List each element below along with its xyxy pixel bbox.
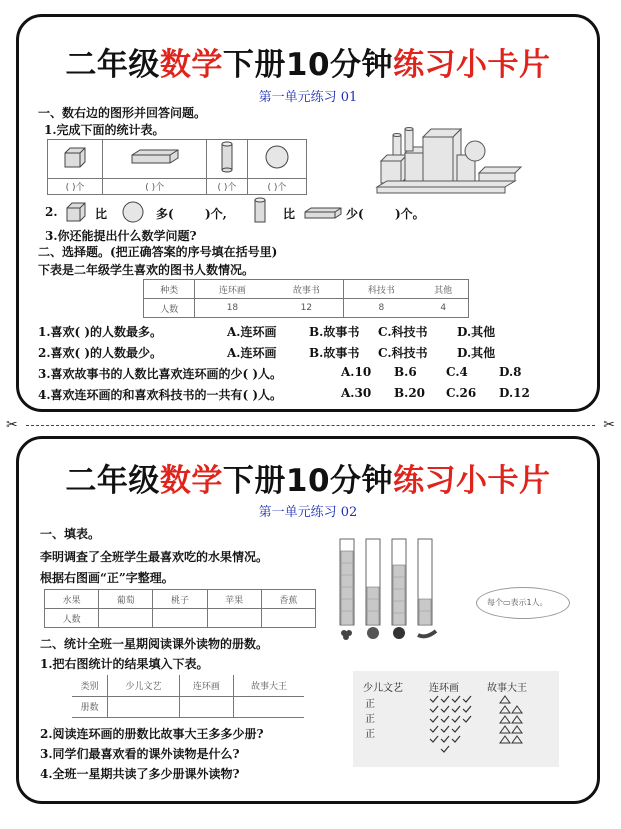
section-heading: 一、填表。 [40, 527, 101, 541]
blank-cell[interactable] [233, 696, 304, 717]
scissors-icon: ✂ [603, 417, 615, 433]
header-cell: 连环画 [195, 280, 269, 299]
practice-card-2 [16, 436, 600, 804]
row-label: 人数 [144, 299, 195, 318]
option[interactable]: C.科技书 [378, 346, 428, 360]
question-2: 2.阅读连环画的册数比故事大王多多少册? [40, 727, 264, 741]
intro-line: 李明调查了全班学生最喜欢吃的水果情况。 [40, 550, 269, 564]
shape-count-table [47, 139, 307, 195]
section-heading: 一、数右边的图形并回答问题。 [38, 106, 207, 120]
reading-table [72, 675, 304, 718]
option[interactable]: C.科技书 [378, 325, 428, 339]
header-cell: 香蕉 [261, 590, 315, 609]
sphere-cell [247, 140, 306, 179]
fruit-table [44, 589, 316, 628]
cylinder-cell [207, 140, 248, 179]
scissors-icon: ✂ [6, 417, 18, 433]
option[interactable]: D.其他 [457, 325, 496, 339]
header-cell: 葡萄 [99, 590, 153, 609]
blank-cell[interactable] [99, 609, 153, 628]
row-label: 人数 [45, 609, 99, 628]
card-title: 二年级数学下册10分钟练习小卡片 [65, 463, 551, 499]
header-cell: 科技书 [344, 280, 418, 299]
option[interactable]: D.12 [499, 386, 530, 400]
header-cell: 水果 [45, 590, 99, 609]
legend-bubble [476, 587, 570, 619]
tally-mark: 正 [365, 729, 375, 740]
cuboid-icon [130, 148, 180, 166]
question-1: 1.完成下面的统计表。 [44, 123, 165, 137]
cylinder-count[interactable]: ( )个 [207, 178, 248, 194]
cuboid-cell [103, 140, 207, 179]
option[interactable]: C.26 [446, 386, 477, 400]
intro-line: 根据右图画“正”字整理。 [40, 571, 174, 585]
value-cell: 12 [269, 299, 343, 318]
question-1: 1.把右图统计的结果填入下表。 [40, 657, 209, 671]
option[interactable]: A.连环画 [227, 325, 277, 339]
tally-header: 连环画 [429, 683, 459, 694]
fruit-icons [341, 627, 436, 640]
value-cell: 4 [418, 299, 468, 318]
triangle-tally [499, 695, 525, 745]
cylinder-icon [253, 197, 267, 225]
header-cell: 苹果 [207, 590, 261, 609]
card-subtitle: 第一单元练习 02 [258, 505, 358, 520]
option[interactable]: A.10 [341, 365, 372, 379]
card-title: 二年级数学下册10分钟练习小卡片 [65, 47, 551, 83]
sphere-icon [121, 200, 145, 224]
blank-cell[interactable] [153, 609, 207, 628]
card-subtitle: 第一单元练习 01 [258, 90, 358, 105]
cube-icon [65, 201, 87, 223]
tally-mark: 正 [365, 699, 375, 710]
practice-card-1: 二年级数学下册10分钟练习小卡片 第一单元练习 01 一、数右边的图形并回答问题。 1.完成下面的统计表。 ( )个 ( )个 ( )个 ( )个 2. 比 多( )个, 比 少( )个。 3.你还能提出什么数学问题? 二、选择题。(把正确答案的序号填在括号里) 下表是二年级学生喜欢的图书人数情况。 种类 连环画 故事书 科技书 其他 人数 18 12 8 4 1.喜欢( )的人数最多。 A.连环画 B.故事书 C.科技书 D.其他 2.喜欢( )的人数最少。 A.连环画 B.故事书 C.科技书 D.其他 3.喜欢故事书的人数比喜欢连环画的少( )人。 A.10 B.6 C.4 D.8 4.喜欢连环画的和喜欢科技书的一共有( )人。 A.30 B.20 C.26 D.12 [16, 14, 600, 412]
blank-cell[interactable] [179, 696, 233, 717]
checkmark-tally [429, 695, 473, 757]
blank-cell[interactable] [207, 609, 261, 628]
section-heading: 二、统计全班一星期阅读课外读物的册数。 [40, 637, 269, 651]
cube-icon [62, 145, 88, 169]
table-intro: 下表是二年级学生喜欢的图书人数情况。 [38, 263, 255, 277]
cuboid-icon [303, 206, 343, 220]
header-cell: 故事大王 [233, 675, 304, 696]
stacked-shapes-illustration [375, 121, 525, 197]
header-cell: 连环画 [179, 675, 233, 696]
cut-line [0, 417, 621, 433]
option[interactable]: D.其他 [457, 346, 496, 360]
sphere-icon [263, 143, 291, 171]
question-3: 3.同学们最喜欢看的课外读物是什么? [40, 747, 240, 761]
value-cell: 18 [195, 299, 269, 318]
cylinder-icon [219, 141, 235, 173]
row-label: 册数 [72, 696, 108, 717]
option[interactable]: B.故事书 [309, 325, 360, 339]
option[interactable]: B.6 [394, 365, 417, 379]
header-cell: 类别 [72, 675, 108, 696]
header-cell: 其他 [418, 280, 468, 299]
cube-count[interactable]: ( )个 [48, 178, 103, 194]
section-heading: 二、选择题。(把正确答案的序号填在括号里) [38, 245, 278, 259]
option[interactable]: D.8 [499, 365, 522, 379]
cuboid-count[interactable]: ( )个 [103, 178, 207, 194]
cube-cell [48, 140, 103, 179]
header-cell: 种类 [144, 280, 195, 299]
option[interactable]: B.故事书 [309, 346, 360, 360]
dashed-divider [26, 425, 595, 426]
option[interactable]: C.4 [446, 365, 468, 379]
header-cell: 故事书 [269, 280, 343, 299]
tally-header: 少儿文艺 [363, 683, 403, 694]
blank-cell[interactable] [261, 609, 315, 628]
option[interactable]: A.连环画 [227, 346, 277, 360]
blank-cell[interactable] [108, 696, 180, 717]
option[interactable]: A.30 [341, 386, 372, 400]
tally-chart [353, 671, 559, 767]
question-4: 4.全班一星期共读了多少册课外读物? [40, 767, 240, 781]
tally-header: 故事大王 [487, 683, 527, 694]
fruit-pictograph [332, 535, 456, 641]
option[interactable]: B.20 [394, 386, 426, 400]
value-cell: 8 [344, 299, 418, 318]
header-cell: 桃子 [153, 590, 207, 609]
question-3: 3.你还能提出什么数学问题? [45, 229, 197, 243]
book-preference-table [143, 279, 469, 318]
tally-mark: 正 [365, 714, 375, 725]
legend-text: 每个▭表示1人。 [487, 598, 548, 607]
sphere-count[interactable]: ( )个 [247, 178, 306, 194]
header-cell: 少儿文艺 [108, 675, 180, 696]
